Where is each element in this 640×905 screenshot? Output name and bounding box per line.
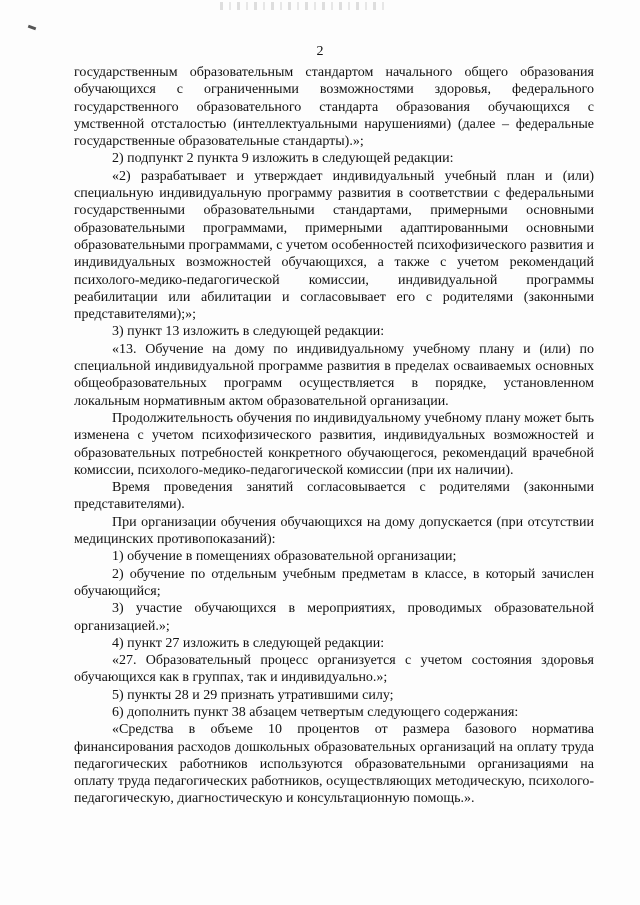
paragraph-10: 2) обучение по отдельным учебным предметам в классе, в который зачислен обучающийся;: [74, 566, 594, 599]
paragraph-5: «13. Обучение на дому по индивидуальному учебному плану и (или) по специальной индивидуальной программе развития в пределах осваиваемых основных общеобразовательных программ осуществляется в порядке, установленном локальным нормативным актом образовательной организации.: [74, 341, 594, 409]
paragraph-1: государственным образовательным стандартом начального общего образования обучающихся с ограниченными возможностями здоровья, федерального государственного образовательного стандарта образования обучающихся с умственной отсталостью (интеллектуальными нарушениями) (далее – федеральные государственные образовательные стандарты).»;: [74, 65, 594, 150]
paragraph-2: 2) подпункт 2 пункта 9 изложить в следующей редакции:: [112, 151, 454, 167]
paragraph-13: «27. Образовательный процесс организуется с учетом состояния здоровья обучающихся как в группах, так и индивидуально.»;: [74, 653, 594, 686]
paragraph-7: Время проведения занятий согласовывается с родителями (законными представителями).: [74, 480, 594, 513]
paragraph-14: 5) пункты 28 и 29 признать утратившими силу;: [112, 687, 394, 703]
paragraph-15: 6) дополнить пункт 38 абзацем четвертым следующего содержания:: [112, 704, 519, 720]
page-number: 2: [316, 44, 324, 59]
paragraph-6: Продолжительность обучения по индивидуальному учебному плану может быть изменена с учетом психофизического развития, индивидуальных возможностей и образовательных потребностей конкретного обучающегося, рекомендаций врачебной комиссии, психолого-медико-педагогической комиссии (при их наличии).: [74, 410, 594, 478]
paragraph-9: 1) обучение в помещениях образовательной организации;: [112, 549, 457, 565]
paragraph-4: 3) пункт 13 изложить в следующей редакции:: [112, 324, 385, 340]
paragraph-16: «Средства в объеме 10 процентов от размера базового норматива финансирования расходов дошкольных образовательных организаций на оплату труда педагогических работников используются образовательными организациями на оплату труда педагогических работников, осуществляющих методическую, психолого-педагогическую, диагностическую и консультационную помощь.».: [74, 722, 594, 807]
paragraph-8: При организации обучения обучающихся на дому допускается (при отсутствии медицинских противопоказаний):: [74, 514, 594, 548]
document-body: [74, 64, 594, 808]
scan-artifact-mark: [28, 25, 37, 31]
paragraph-3: «2) разрабатывает и утверждает индивидуальный учебный план и (или) специальную индивидуальную программу развития в соответствии с федеральными государственными образовательными стандартами, примерными основными образовательными программами, примерными адаптированными основными образовательными программами, с учетом особенностей психофизического развития и индивидуальных возможностей обучающихся, а также с учетом рекомендаций психолого-медико-педагогической комиссии, индивидуальной программы реабилитации или абилитации и согласовывает его с родителями (законными представителями);»;: [74, 168, 594, 323]
paragraph-12: 4) пункт 27 изложить в следующей редакции:: [112, 635, 385, 651]
paragraph-11: 3) участие обучающихся в мероприятиях, проводимых образовательной организацией.»;: [74, 601, 594, 634]
scan-artifact: [220, 2, 390, 10]
